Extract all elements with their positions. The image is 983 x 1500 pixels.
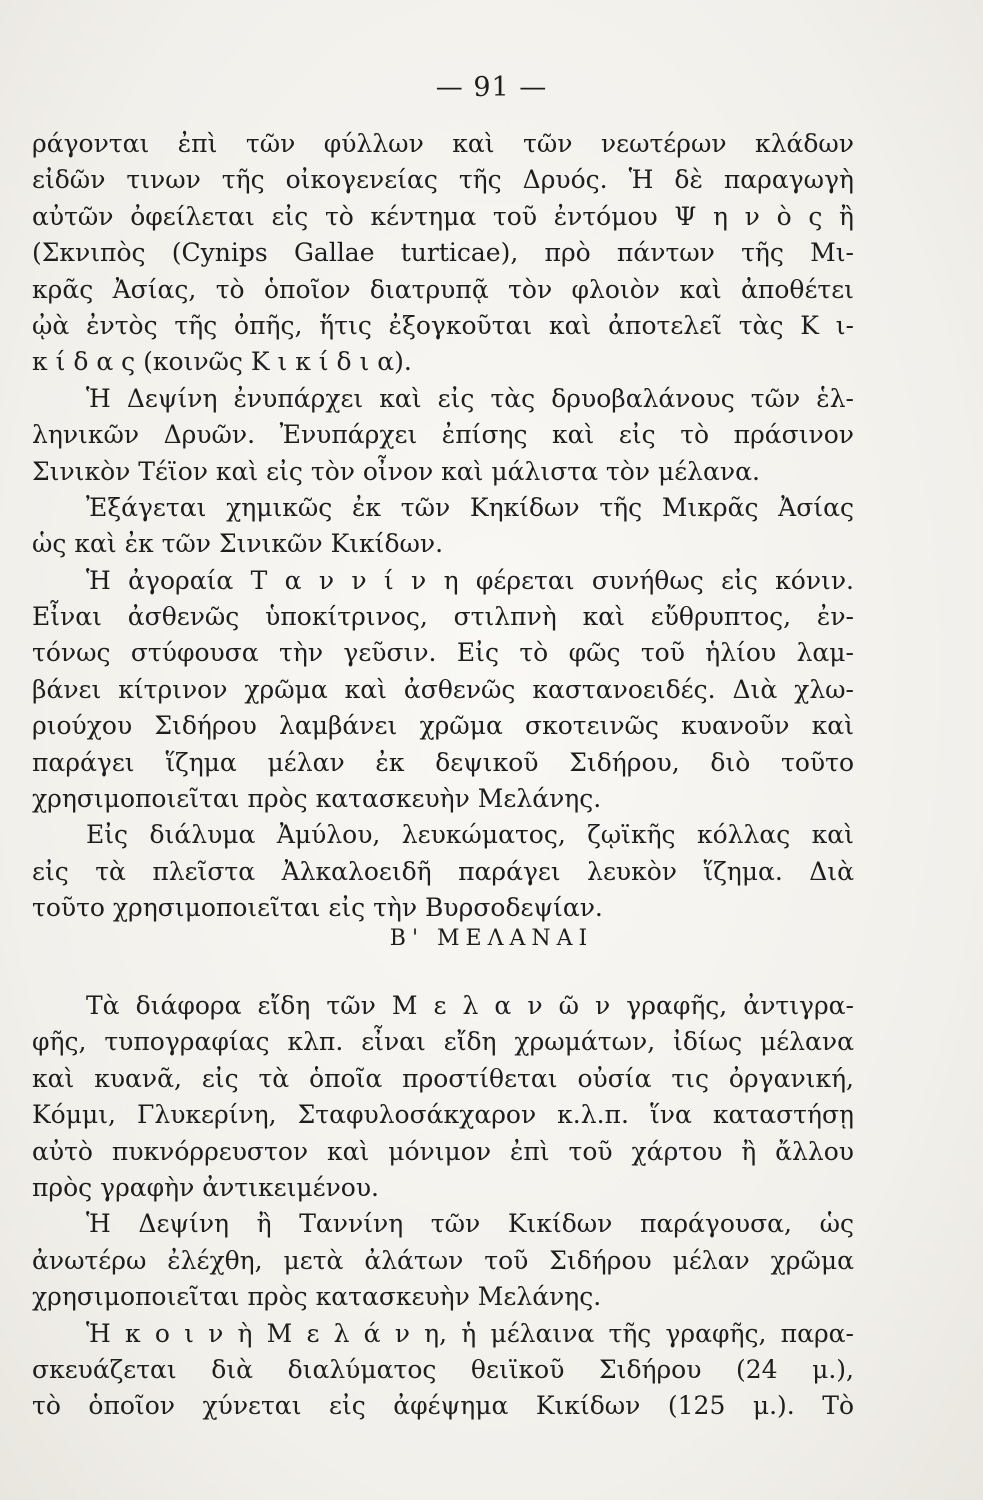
text-line: τόνως στύφουσα τὴν γεῦσιν. Εἰς τὸ φῶς τοῦ ἡλίου λαμ- <box>32 638 854 668</box>
text-block-inks <box>32 988 854 1425</box>
text-line: Τὰ διάφορα εἴδη τῶν Μ ε λ α ν ῶ ν γραφῆς, ἀντιγρα- <box>86 991 854 1020</box>
text-line: αὐτὸ πυκνόρρευστον καὶ μόνιμον ἐπὶ τοῦ χάρτου ἢ ἄλλου <box>32 1136 854 1166</box>
text-line: πρὸς γραφὴν ἀντικειμένου. <box>32 1172 379 1202</box>
text-line: Ἐξάγεται χημικῶς ἐκ τῶν Κηκίδων τῆς Μικρᾶς Ἀσίας <box>86 492 854 522</box>
text-line: ριούχου Σιδήρου λαμβάνει χρῶμα σκοτεινῶς κυανοῦν καὶ <box>32 711 854 741</box>
text-line: εἰς τὰ πλεῖστα Ἀλκαλοειδῆ παράγει λευκὸν ἵζημα. Διὰ <box>32 856 854 886</box>
text-line: (Σκνιπὸς (Cynips Gallae turticae), πρὸ πάντων τῆς Μι- <box>32 238 854 268</box>
text-line: εἰδῶν τινων τῆς οἰκογενείας τῆς Δρυός. Ἡ δὲ παραγωγὴ <box>32 165 854 195</box>
text-line: Ἡ Δεψίνη ἢ Ταννίνη τῶν Κικίδων παράγουσα, ὡς <box>86 1209 854 1239</box>
text-line: παράγει ἵζημα μέλαν ἐκ δεψικοῦ Σιδήρου, διὸ τοῦτο <box>32 747 854 777</box>
text-line: τὸ ὁποῖον χύνεται εἰς ἀφέψημα Κικίδων (125 μ.). Τὸ <box>32 1391 854 1421</box>
text-line: καὶ κυανᾶ, εἰς τὰ ὁποῖα προστίθεται οὐσία τις ὀργανική, <box>32 1063 854 1093</box>
text-line: Ἡ κ ο ι ν ὴ Μ ε λ ά ν η, ἡ μέλαινα τῆς γραφῆς, παρα- <box>86 1318 854 1348</box>
text-line: ἀνωτέρω ἐλέχθη, μετὰ ἀλάτων τοῦ Σιδήρου μέλαν χρῶμα <box>32 1245 854 1275</box>
text-line: ὡς καὶ ἐκ τῶν Σινικῶν Κικίδων. <box>32 529 444 559</box>
text-line: ληνικῶν Δρυῶν. Ἐνυπάρχει ἐπίσης καὶ εἰς τὸ πράσινον <box>32 420 854 450</box>
text-line: Σινικὸν Τέϊον καὶ εἰς τὸν οἶνον καὶ μάλιστα τὸν μέλανα. <box>32 456 760 486</box>
text-line: ράγονται ἐπὶ τῶν φύλλων καὶ τῶν νεωτέρων κλάδων <box>32 129 854 158</box>
text-line: Ἡ Δεψίνη ἐνυπάρχει καὶ εἰς τὰς δρυοβαλάνους τῶν ἑλ- <box>86 383 854 413</box>
text-line: Κόμμι, Γλυκερίνη, Σταφυλοσάκχαρον κ.λ.π. ἵνα καταστήσῃ <box>32 1100 854 1130</box>
text-line: χρησιμοποιεῖται πρὸς κατασκευὴν Μελάνης. <box>32 784 602 814</box>
text-line: αὐτῶν ὀφείλεται εἰς τὸ κέντημα τοῦ ἐντόμου Ψ η ν ὸ ς ἢ <box>32 201 854 231</box>
text-line: ᾠὰ ἐντὸς τῆς ὀπῆς, ἥτις ἐξογκοῦται καὶ ἀποτελεῖ τὰς Κ ι- <box>32 310 854 340</box>
text-block-tannin <box>32 126 854 927</box>
page-number: — 91 — <box>435 72 548 103</box>
section-heading: Β' ΜΕΛΑΝΑΙ <box>389 926 594 951</box>
text-line: Εἰς διάλυμα Ἀμύλου, λευκώματος, ζῳϊκῆς κόλλας καὶ <box>86 820 854 850</box>
text-line: κρᾶς Ἀσίας, τὸ ὁποῖον διατρυπᾷ τὸν φλοιὸν καὶ ἀποθέτει <box>32 274 854 304</box>
text-line: χρησιμοποιεῖται πρὸς κατασκευὴν Μελάνης. <box>32 1282 602 1312</box>
text-line: Ἡ ἀγοραία Τ α ν ν ί ν η φέρεται συνήθως εἰς κόνιν. <box>86 565 854 595</box>
text-line: βάνει κίτρινον χρῶμα καὶ ἀσθενῶς καστανοειδές. Διὰ χλω- <box>32 674 854 704</box>
text-line: φῆς, τυπογραφίας κλπ. εἶναι εἴδη χρωμάτων, ἰδίως μέλανα <box>32 1027 854 1057</box>
text-line: τοῦτο χρησιμοποιεῖται εἰς τὴν Βυρσοδεψίαν. <box>32 893 603 923</box>
text-line: κ ί δ α ς (κοινῶς Κ ι κ ί δ ι α). <box>32 347 412 377</box>
text-line: σκευάζεται διὰ διαλύματος θειϊκοῦ Σιδήρου (24 μ.), <box>32 1354 854 1384</box>
text-line: Εἶναι ἀσθενῶς ὑποκίτρινος, στιλπνὴ καὶ εὔθρυπτος, ἐν- <box>32 602 854 632</box>
